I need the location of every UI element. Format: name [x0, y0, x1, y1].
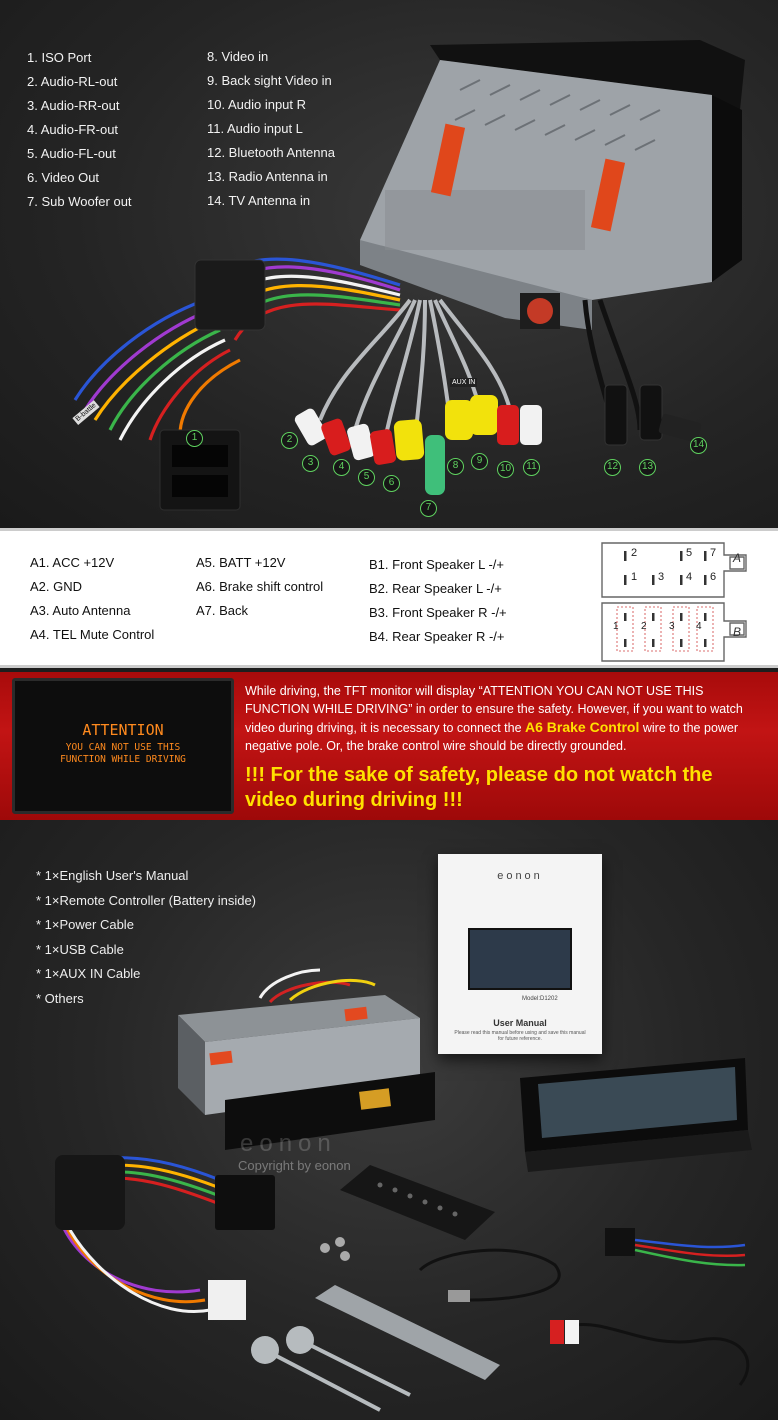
pin-label: 6 [710, 571, 717, 583]
pin-label: 4 [696, 621, 702, 632]
accessory-item: * 1×USB Cable [36, 941, 124, 957]
wire-item: B1. Front Speaker L -/+ [369, 557, 505, 572]
screen-title: ATTENTION [82, 721, 164, 739]
head-unit-rear-illustration [0, 0, 778, 528]
wire-item: A5. BATT +12V [196, 555, 286, 570]
wiring-col-a2 [196, 551, 323, 623]
accessory-item: * 1×AUX IN Cable [36, 966, 141, 981]
wire-item: B4. Rear Speaker R -/+ [369, 629, 505, 644]
pin-label: 1 [631, 571, 638, 583]
callout-marker: 13 [639, 459, 656, 476]
screen-line: YOU CAN NOT USE THIS [65, 742, 181, 753]
warning-section [0, 672, 778, 820]
callout-marker: 12 [604, 459, 621, 476]
wire-item: B3. Front Speaker R -/+ [369, 605, 507, 620]
warning-highlight: A6 Brake Control [525, 719, 640, 735]
monitor-screen [12, 678, 234, 814]
connector-b-label: B [733, 625, 742, 639]
pin-label: 1 [613, 621, 619, 632]
callout-marker: 8 [447, 458, 464, 475]
connector-a-label: A [733, 551, 742, 565]
warning-text: wire to the power negative pole. Or, the brake control wire should be directly grounded. [245, 721, 739, 753]
port-item: 9. Back sight Video in [207, 73, 332, 88]
pin-label: 3 [669, 621, 675, 632]
wire-item: A4. TEL Mute Control [30, 627, 155, 642]
pin-label: 7 [710, 547, 717, 559]
wiring-col-a [30, 551, 154, 647]
screen-line: FUNCTION WHILE DRIVING [60, 754, 186, 765]
port-item: 13. Radio Antenna in [207, 169, 328, 184]
callout-marker: 11 [523, 459, 540, 476]
warning-paragraph [245, 682, 765, 755]
callout-marker: 10 [497, 461, 514, 478]
port-item: 7. Sub Woofer out [27, 194, 132, 209]
accessories-section [0, 820, 778, 1420]
port-item: 12. Bluetooth Antenna [207, 145, 335, 160]
cable-tag: B-battle [72, 400, 99, 425]
accessory-item: * Others [36, 990, 84, 1006]
wire-item: B2. Rear Speaker L -/+ [369, 581, 502, 596]
watermark-brand: eonon [240, 1130, 337, 1157]
pin-label: 5 [686, 547, 693, 559]
pin-label: 2 [641, 621, 647, 632]
manual-model: Model:D1202 [522, 996, 558, 1002]
port-item: 14. TV Antenna in [207, 193, 311, 208]
pin-label: 2 [631, 547, 638, 559]
callout-marker: 9 [471, 453, 488, 470]
port-item: 8. Video in [207, 49, 269, 64]
package-contents-illustration [0, 820, 778, 1420]
callout-marker: 4 [333, 459, 350, 476]
manual-title: User Manual [493, 1018, 547, 1028]
accessory-item: * 1×Power Cable [36, 917, 134, 932]
safety-notice: !!! For the sake of safety, please do not watch the video during driving !!! [245, 764, 713, 811]
wire-item: A2. GND [30, 579, 83, 594]
port-item: 4. Audio-FR-out [27, 122, 119, 137]
accessory-item: * 1×Remote Controller (Battery inside) [36, 892, 257, 908]
port-item: 1. ISO Port [27, 50, 92, 65]
port-item: 5. Audio-FL-out [27, 146, 116, 161]
wire-item: A1. ACC +12V [30, 555, 115, 570]
manual-note: Please read this manual before using and save this manual for future reference. [454, 1030, 586, 1042]
port-item: 10. Audio input R [207, 97, 307, 112]
port-item: 6. Video Out [27, 170, 100, 185]
wiring-section [0, 528, 778, 668]
watermark-copyright: Copyright by eonon [238, 1158, 351, 1173]
callout-marker: 2 [281, 432, 298, 449]
wire-item: A7. Back [196, 603, 249, 618]
accessory-item: * 1×English User's Manual [36, 868, 189, 883]
ports-section [0, 0, 778, 528]
callout-marker: 6 [383, 475, 400, 492]
connector-pin-diagram [596, 539, 756, 663]
callout-marker: 14 [690, 437, 707, 454]
aux-tag: AUX IN [452, 379, 476, 386]
port-item: 2. Audio-RL-out [27, 74, 118, 89]
manual-brand: eonon [497, 870, 543, 882]
callout-marker: 3 [302, 455, 319, 472]
warning-text: While driving, the TFT monitor will display “ATTENTION YOU CAN NOT USE THIS FUNCTION WHILE DRIVING” in order to ensure the safety. However, if you want to watch video during driving, it is necessary to connect the [245, 684, 743, 735]
pin-label: 3 [658, 571, 665, 583]
port-item: 3. Audio-RR-out [27, 98, 120, 113]
pin-label: 4 [686, 571, 693, 583]
callout-marker: 5 [358, 469, 375, 486]
port-item: 11. Audio input L [207, 121, 303, 136]
callout-marker: 7 [420, 500, 437, 517]
wiring-col-b [369, 553, 507, 649]
callout-marker: 1 [186, 430, 203, 447]
wire-item: A3. Auto Antenna [30, 603, 131, 618]
wire-item: A6. Brake shift control [196, 579, 324, 594]
